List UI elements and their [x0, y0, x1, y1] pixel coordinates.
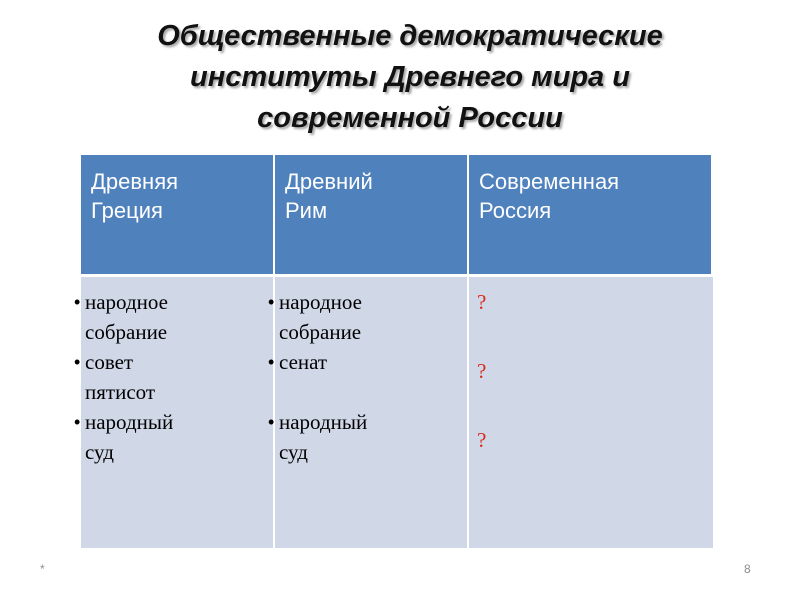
rome-list: [275, 287, 467, 467]
header-text: Рим: [285, 198, 328, 223]
title-line-1: Общественные демократические: [157, 20, 663, 52]
cell-russia-institutions: [469, 277, 713, 548]
list-item: • народный суд: [57, 407, 273, 467]
list-item: • народное собрание: [57, 287, 273, 347]
header-text: Древняя: [91, 169, 179, 194]
list-item: • совет пятисот: [57, 347, 273, 407]
question-mark: ?: [477, 359, 487, 383]
title-line-2: институты Древнего мира и: [190, 61, 630, 93]
header-ancient-rome: [275, 155, 469, 277]
comparison-table: [81, 155, 713, 548]
header-text: Современная: [479, 169, 620, 194]
cell-rome-institutions: [275, 277, 469, 548]
header-ancient-greece: [81, 155, 275, 277]
list-item: • сенат: [251, 347, 467, 377]
slide-title: [60, 16, 760, 139]
cell-greece-institutions: [81, 277, 275, 548]
list-item: • народный суд: [251, 407, 467, 467]
page-number: 8: [744, 562, 751, 576]
header-text: Древний: [285, 169, 373, 194]
header-text: Россия: [479, 198, 552, 223]
question-mark: ?: [477, 290, 487, 314]
question-mark: ?: [477, 428, 487, 452]
header-modern-russia: [469, 155, 713, 277]
footer-marker: *: [40, 562, 45, 576]
header-text: Греция: [91, 198, 163, 223]
list-item: • народное собрание: [251, 287, 467, 347]
title-line-3: современной России: [257, 102, 563, 134]
greece-list: [81, 287, 273, 467]
